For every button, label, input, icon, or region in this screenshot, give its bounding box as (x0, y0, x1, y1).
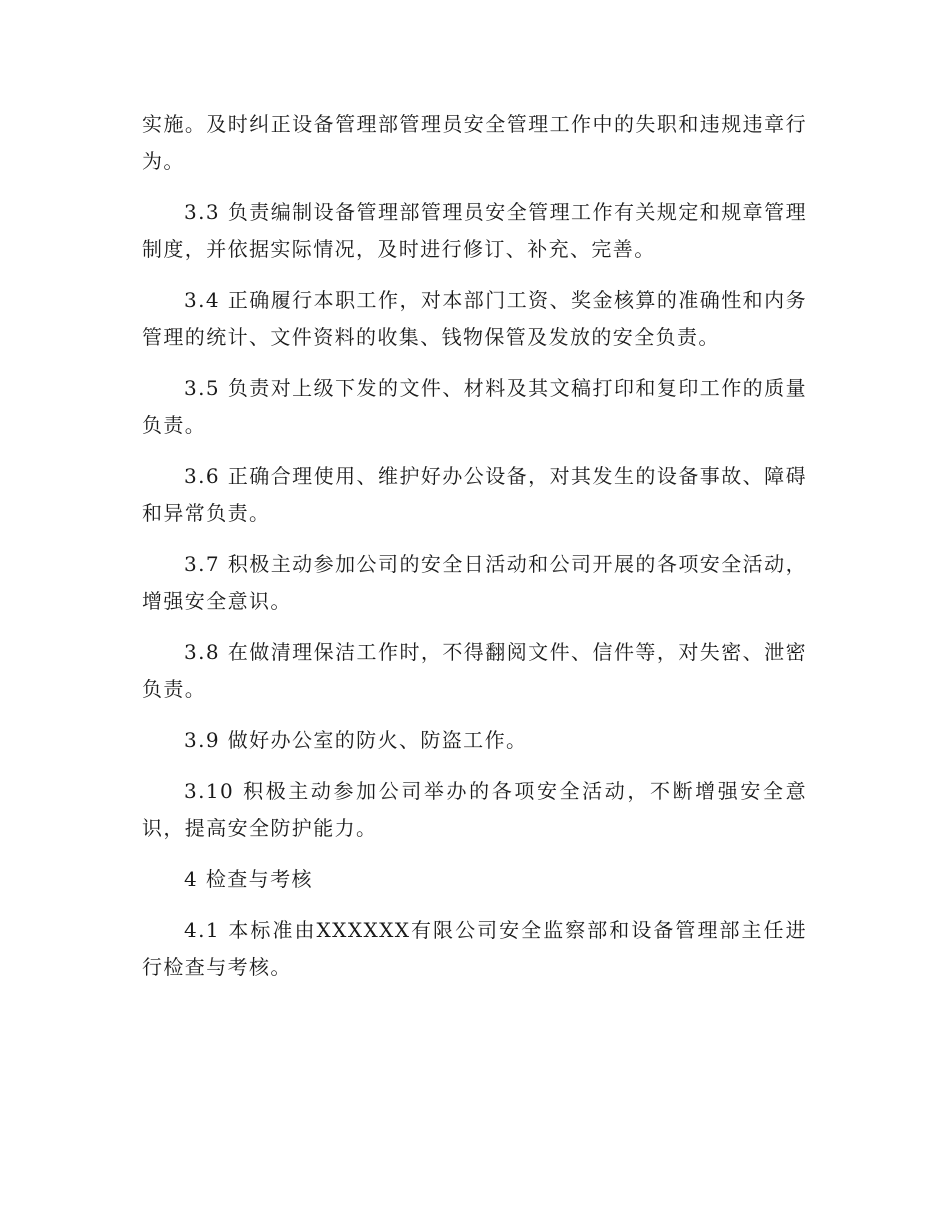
paragraph-4-1: 4.1 本标准由XXXXXX有限公司安全监察部和设备管理部主任进行检查与考核。 (142, 918, 807, 979)
section-heading-4: 4 检查与考核 (184, 867, 313, 891)
paragraph-3-8: 3.8 在做清理保洁工作时，不得翻阅文件、信件等，对失密、泄密负责。 (142, 640, 807, 701)
paragraph-3-4: 3.4 正确履行本职工作，对本部门工资、奖金核算的准确性和内务管理的统计、文件资料的收集、钱物保管及发放的安全负责。 (142, 288, 807, 349)
paragraph-3-6: 3.6 正确合理使用、维护好办公设备，对其发生的设备事故、障碍和异常负责。 (142, 464, 807, 525)
document-body (142, 106, 807, 986)
paragraph-3-10: 3.10 积极主动参加公司举办的各项安全活动，不断增强安全意识，提高安全防护能力。 (142, 779, 807, 840)
paragraph-3-3: 3.3 负责编制设备管理部管理员安全管理工作有关规定和规章管理制度，并依据实际情况，及时进行修订、补充、完善。 (142, 200, 807, 261)
paragraph-3-9: 3.9 做好办公室的防火、防盗工作。 (184, 728, 528, 752)
paragraph-3-7: 3.7 积极主动参加公司的安全日活动和公司开展的各项安全活动，增强安全意识。 (142, 552, 807, 613)
paragraph-3-5: 3.5 负责对上级下发的文件、材料及其文稿打印和复印工作的质量负责。 (142, 376, 807, 437)
paragraph-continuation: 实施。及时纠正设备管理部管理员安全管理工作中的失职和违规违章行为。 (142, 112, 807, 173)
